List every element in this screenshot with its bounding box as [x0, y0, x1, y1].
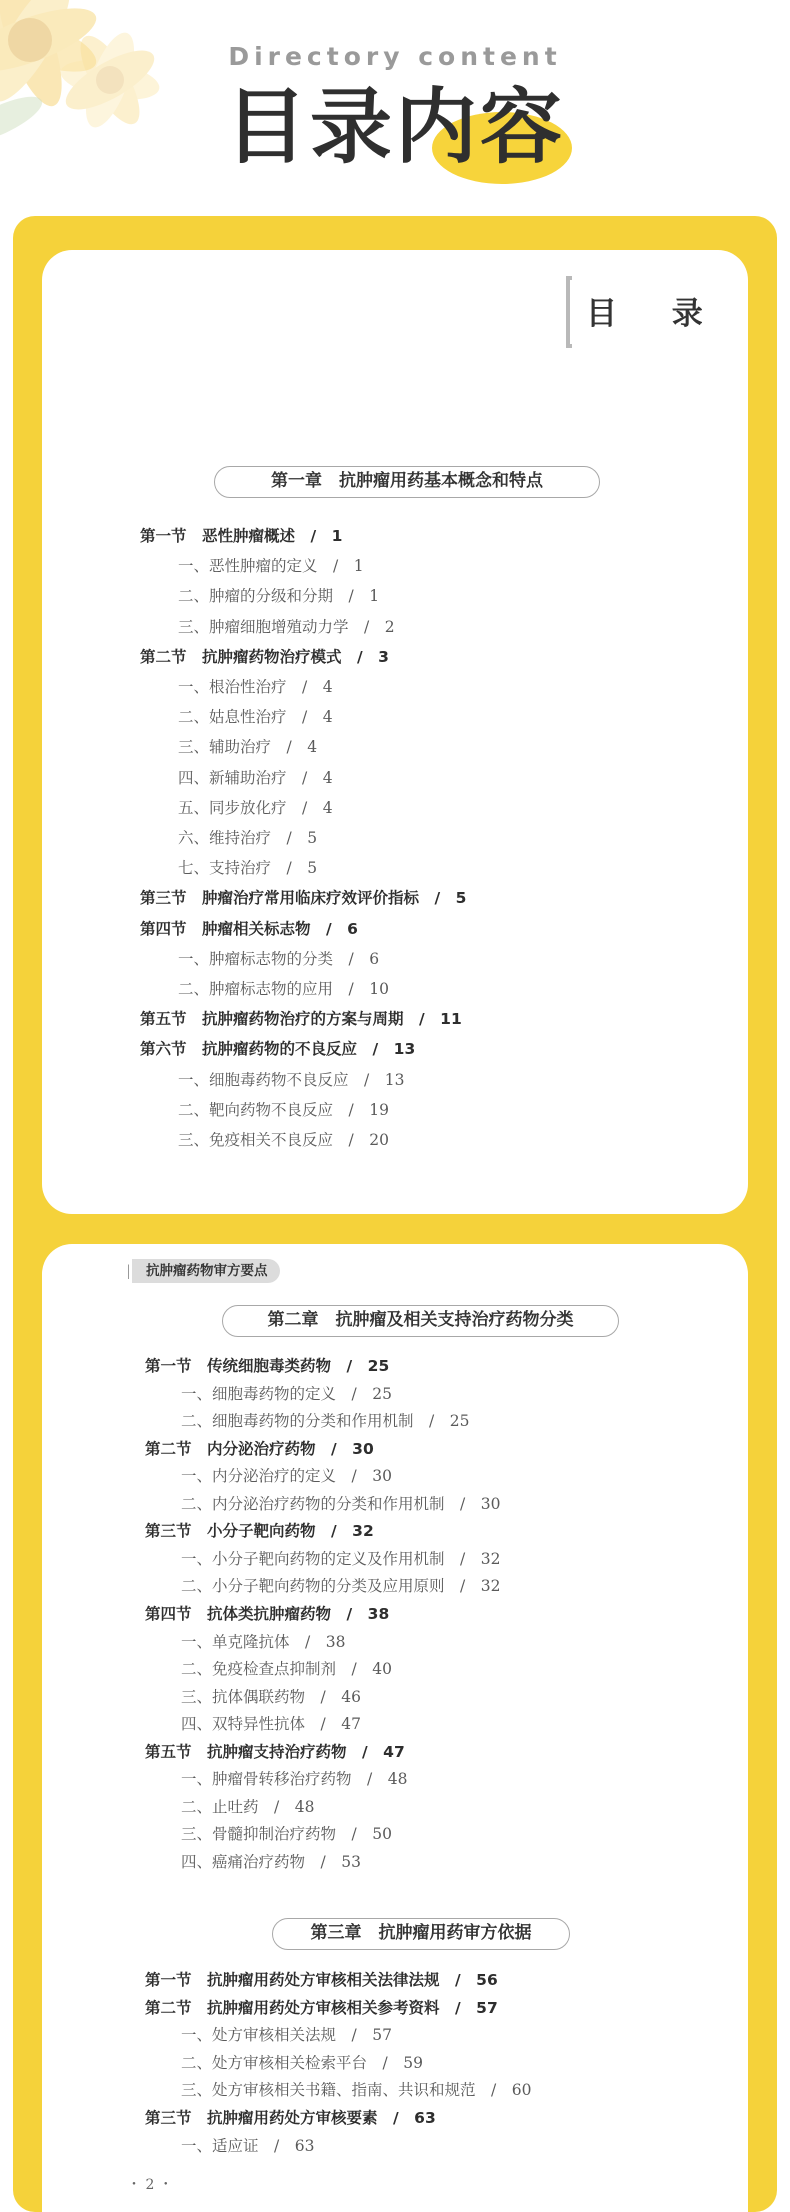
toc-page-2 — [42, 1244, 748, 2212]
toc-subsection-entry: 六、维持治疗 / 5 — [178, 829, 318, 847]
toc-subsection-entry: 一、小分子靶向药物的定义及作用机制 / 32 — [181, 1549, 501, 1568]
toc-subsection-entry: 一、适应证 / 63 — [181, 2136, 315, 2155]
toc-section-entry: 第四节 肿瘤相关标志物 / 6 — [140, 919, 358, 938]
toc-section-entry: 第三节 小分子靶向药物 / 32 — [145, 1522, 374, 1541]
header-title: 目录内容 — [224, 80, 565, 175]
toc-subsection-entry: 一、恶性肿瘤的定义 / 1 — [178, 557, 364, 576]
toc-section-entry: 第五节 抗肿瘤支持治疗药物 / 47 — [145, 1742, 405, 1761]
toc-section-entry: 第三节 抗肿瘤用药处方审核要素 / 63 — [145, 2109, 436, 2127]
toc-section-entry: 第六节 抗肿瘤药物的不良反应 / 13 — [140, 1040, 416, 1059]
header-subtitle-en: Directory content — [228, 42, 562, 71]
toc-subsection-entry: 一、细胞毒药物不良反应 / 13 — [178, 1070, 405, 1089]
toc-subsection-entry: 一、处方审核相关法规 / 57 — [181, 2026, 392, 2045]
toc-subsection-entry: 三、骨髓抑制治疗药物 / 50 — [181, 1825, 392, 1844]
toc-subsection-entry: 一、单克隆抗体 / 38 — [181, 1632, 346, 1651]
toc-subsection-entry: 三、抗体偶联药物 / 46 — [181, 1687, 361, 1706]
toc-subsection-entry: 二、小分子靶向药物的分类及应用原则 / 32 — [181, 1577, 501, 1596]
toc-subsection-entry: 二、内分泌治疗药物的分类和作用机制 / 30 — [181, 1494, 501, 1513]
toc-section-entry: 第三节 肿瘤治疗常用临床疗效评价指标 / 5 — [140, 889, 467, 908]
toc-subsection-entry: 一、肿瘤标志物的分类 / 6 — [178, 949, 380, 968]
toc-subsection-entry: 二、免疫检查点抑制剂 / 40 — [181, 1660, 392, 1679]
toc-section-entry: 第四节 抗体类抗肿瘤药物 / 38 — [145, 1604, 390, 1623]
toc-section-entry: 第一节 恶性肿瘤概述 / 1 — [140, 527, 343, 545]
toc-subsection-entry: 二、姑息性治疗 / 4 — [178, 708, 333, 727]
toc-subsection-entry: 二、靶向药物不良反应 / 19 — [178, 1100, 389, 1119]
toc-subsection-entry: 一、内分泌治疗的定义 / 30 — [181, 1467, 392, 1486]
page-number: ・ 2 ・ — [127, 2177, 173, 2193]
toc-subsection-entry: 二、细胞毒药物的分类和作用机制 / 25 — [181, 1412, 470, 1431]
toc-section-entry: 第二节 内分泌治疗药物 / 30 — [145, 1439, 374, 1458]
toc-subsection-entry: 四、癌痛治疗药物 / 53 — [181, 1852, 361, 1871]
chapter-heading: 第二章 抗肿瘤及相关支持治疗药物分类 — [222, 1305, 619, 1337]
toc-subsection-entry: 三、肿瘤细胞增殖动力学 / 2 — [178, 617, 395, 636]
toc-subsection-entry: 三、处方审核相关书籍、指南、共识和规范 / 60 — [181, 2081, 532, 2100]
toc-subsection-entry: 五、同步放化疗 / 4 — [178, 798, 333, 817]
toc-section-entry: 第二节 抗肿瘤用药处方审核相关参考资料 / 57 — [145, 1998, 498, 2017]
chapter-heading: 第三章 抗肿瘤用药审方依据 — [272, 1918, 570, 1950]
toc-subsection-entry: 三、辅助治疗 / 4 — [178, 738, 318, 757]
toc-section-entry: 第五节 抗肿瘤药物治疗的方案与周期 / 11 — [140, 1010, 462, 1029]
toc-section-entry: 第一节 传统细胞毒类药物 / 25 — [145, 1357, 390, 1375]
toc-section-entry: 第一节 抗肿瘤用药处方审核相关法律法规 / 56 — [145, 1971, 498, 1989]
toc-subsection-entry: 二、肿瘤的分级和分期 / 1 — [178, 587, 380, 606]
toc-page-1 — [42, 250, 748, 1214]
header — [0, 0, 790, 218]
toc-subsection-entry: 七、支持治疗 / 5 — [178, 859, 318, 878]
chapter-heading: 第一章 抗肿瘤用药基本概念和特点 — [214, 466, 600, 498]
toc-subsection-entry: 一、细胞毒药物的定义 / 25 — [181, 1384, 392, 1403]
toc-section-entry: 第二节 抗肿瘤药物治疗模式 / 3 — [140, 647, 389, 666]
toc-subsection-entry: 四、双特异性抗体 / 47 — [181, 1715, 361, 1734]
catalog-title: 目 录 — [586, 296, 725, 332]
catalog-title-block — [566, 274, 725, 354]
toc-subsection-entry: 二、止吐药 / 48 — [181, 1797, 315, 1816]
toc-subsection-entry: 三、免疫相关不良反应 / 20 — [178, 1131, 389, 1149]
running-head: 抗肿瘤药物审方要点 — [132, 1259, 280, 1283]
toc-subsection-entry: 二、处方审核相关检索平台 / 59 — [181, 2053, 423, 2072]
toc-subsection-entry: 二、肿瘤标志物的应用 / 10 — [178, 980, 389, 998]
toc-subsection-entry: 一、肿瘤骨转移治疗药物 / 48 — [181, 1770, 408, 1789]
toc-subsection-entry: 四、新辅助治疗 / 4 — [178, 768, 333, 787]
toc-subsection-entry: 一、根治性治疗 / 4 — [178, 678, 333, 696]
